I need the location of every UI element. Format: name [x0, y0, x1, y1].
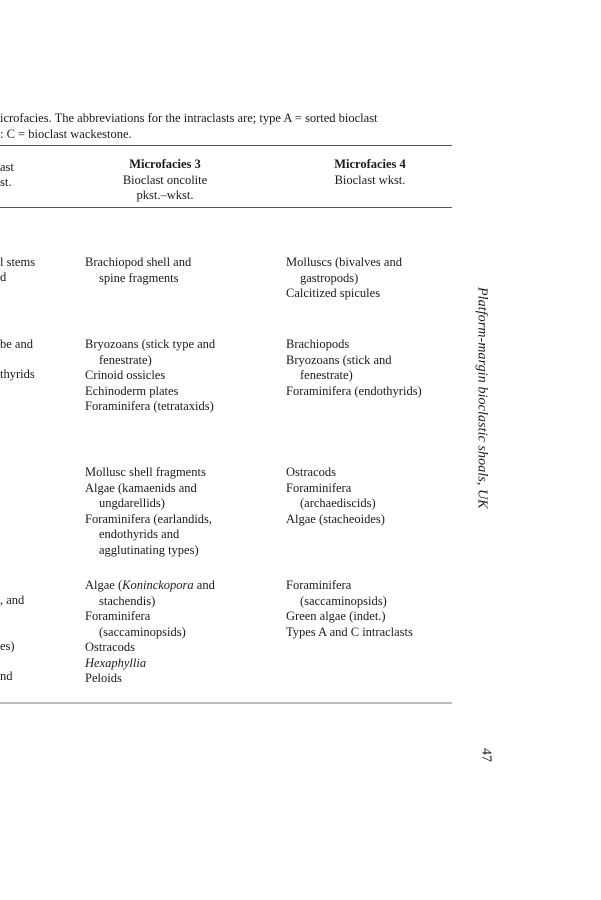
mf3-r1-l2: spine fragments	[99, 270, 179, 285]
mf4-r4-l1: Foraminifera	[286, 578, 352, 592]
left-fragment-4: thyrids	[0, 367, 35, 381]
left-header-fragment-2: st.	[0, 175, 12, 189]
mf3-r3-l5: endothyrids and	[99, 527, 180, 541]
left-fragment-6: es)	[0, 639, 15, 653]
mf3-r3-l4: Foraminifera (earlandids,	[85, 511, 213, 526]
header-mf3-line1: Bioclast oncolite	[122, 172, 208, 187]
mf4-row-3	[286, 465, 385, 527]
mf3-r4-l1: Algae (Koninckopora and	[85, 578, 215, 592]
mf4-r4-l3: Green algae (indet.)	[286, 609, 386, 623]
page-number: 47	[478, 748, 494, 762]
mf3-r4-l4: (saccaminopsids)	[99, 624, 186, 639]
mf3-row-3	[85, 465, 212, 558]
mf3-r3-l3: ungdarellids)	[99, 496, 165, 510]
mf4-row-1	[286, 255, 402, 302]
mf3-r4-l5: Ostracods	[85, 640, 135, 654]
mf3-r3-l1: Mollusc shell fragments	[85, 465, 206, 479]
mf4-row-2	[286, 337, 422, 399]
mf4-r1-l2: gastropods)	[300, 270, 359, 285]
mf3-r2-l3: Crinoid ossicles	[85, 368, 166, 382]
mf4-r2-l4: Foraminifera (endothyrids)	[286, 383, 422, 398]
caption-line-2: : C = bioclast wackestone.	[0, 127, 132, 141]
header-mf4-title: Microfacies 4	[334, 157, 406, 171]
header-mf4-line1: Bioclast wkst.	[334, 172, 406, 187]
mf3-r2-l2: fenestrate)	[99, 352, 152, 367]
table-bottom-rule	[0, 702, 452, 704]
mf4-r1-l3: Calcitized spicules	[286, 286, 381, 300]
mf3-row-1	[85, 255, 191, 286]
mf3-r2-l1: Bryozoans (stick type and	[85, 337, 216, 351]
header-rule	[0, 207, 452, 208]
mf4-r3-l3: (archaediscids)	[300, 496, 376, 510]
mf4-r2-l1: Brachiopods	[286, 337, 350, 351]
mf4-row-4	[286, 578, 413, 640]
mf4-r3-l2: Foraminifera	[286, 480, 352, 495]
mf4-r3-l4: Algae (stacheoides)	[286, 511, 385, 526]
mf3-r3-l2: Algae (kamaenids and	[85, 480, 197, 495]
header-mf3-line2: pkst.–wkst.	[136, 188, 194, 202]
mf4-r1-l1: Molluscs (bivalves and	[286, 255, 402, 269]
mf4-r4-l4: Types A and C intraclasts	[286, 624, 413, 639]
mf3-r2-l5: Foraminifera (tetrataxids)	[85, 399, 214, 413]
left-fragment-2: d	[0, 270, 7, 284]
mf3-r4-l2: stachendis)	[99, 593, 156, 608]
left-fragment-5: , and	[0, 593, 25, 607]
header-mf3-title: Microfacies 3	[129, 157, 201, 171]
mf4-r2-l3: fenestrate)	[300, 368, 353, 382]
left-fragment-3: be and	[0, 337, 33, 351]
table-top-rule	[0, 145, 452, 146]
header-microfacies-3	[100, 157, 230, 204]
mf3-row-2	[85, 337, 215, 415]
mf3-r2-l4: Echinoderm plates	[85, 383, 179, 398]
mf4-r3-l1: Ostracods	[286, 465, 336, 479]
caption-line-1: icrofacies. The abbreviations for the intraclasts are; type A = sorted bioclast	[0, 111, 378, 125]
left-fragment-7: nd	[0, 669, 13, 683]
mf3-r4-l3: Foraminifera	[85, 609, 151, 623]
mf4-r4-l2: (saccaminopsids)	[300, 593, 387, 608]
mf3-r1-l1: Brachiopod shell and	[85, 255, 192, 269]
mf3-r4-l6: Hexaphyllia	[85, 655, 147, 670]
header-microfacies-4	[305, 157, 435, 188]
mf3-row-4	[85, 578, 215, 687]
left-header-fragment-1: ast	[0, 160, 14, 174]
mf3-r3-l6: agglutinating types)	[99, 542, 199, 557]
mf3-r4-l7: Peloids	[85, 671, 122, 685]
running-head: Platform-margin bioclastic shoals, UK	[474, 287, 490, 509]
mf4-r2-l2: Bryozoans (stick and	[286, 352, 392, 367]
left-fragment-1: l stems	[0, 255, 36, 269]
